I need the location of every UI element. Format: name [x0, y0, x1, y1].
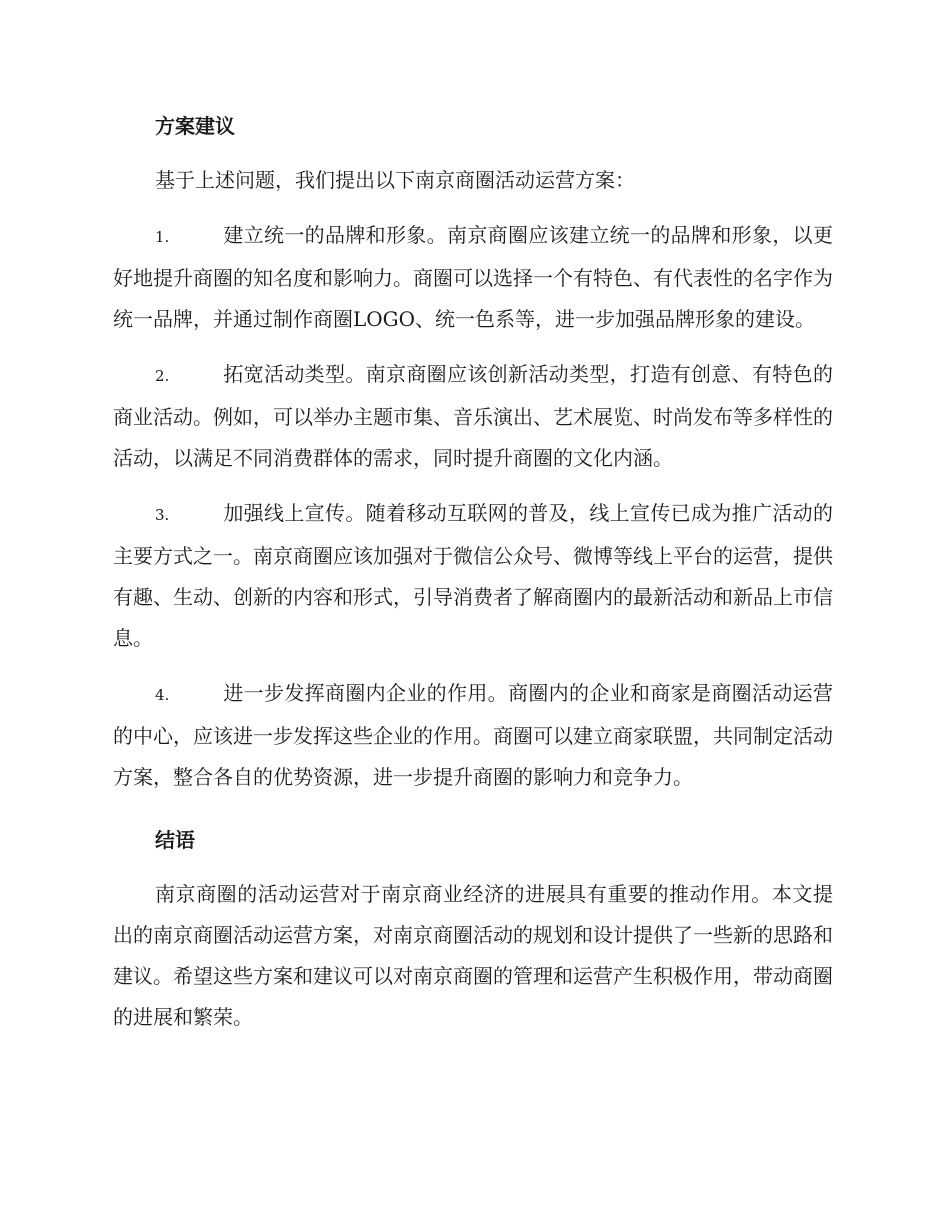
- list-item: [113, 493, 833, 659]
- list-item-text: 拓宽活动类型。南京商圈应该创新活动类型，打造有创意、有特色的商业活动。例如，可以举办主题市集、音乐演出、艺术展览、时尚发布等多样性的活动，以满足不同消费群体的需求，同时提升商圈的文化内涵。: [113, 362, 833, 470]
- section-heading-conclusion: 结语: [155, 828, 195, 852]
- list-item-number: 3.: [155, 506, 170, 524]
- document-page: [113, 106, 833, 1052]
- list-item-text: 建立统一的品牌和形象。南京商圈应该建立统一的品牌和形象，以更好地提升商圈的知名度和影响力。商圈可以选择一个有特色、有代表性的名字作为统一品牌，并通过制作商圈LOGO、统一色系等，进一步加强品牌形象的建设。: [113, 223, 833, 331]
- list-item: [113, 354, 833, 479]
- list-item-text: 进一步发挥商圈内企业的作用。商圈内的企业和商家是商圈活动运营的中心，应该进一步发挥这些企业的作用。商圈可以建立商家联盟，共同制定活动方案，整合各自的优势资源，进一步提升商圈的影响力和竞争力。: [113, 681, 833, 789]
- list-item-number: 4.: [155, 686, 170, 704]
- conclusion-paragraph: 南京商圈的活动运营对于南京商业经济的进展具有重要的推动作用。本文提出的南京商圈活动运营方案，对南京商圈活动的规划和设计提供了一些新的思路和建议。希望这些方案和建议可以对南京商圈的管理和运营产生积极作用，带动商圈的进展和繁荣。: [113, 882, 833, 1029]
- list-item: [113, 673, 833, 798]
- list-item-number: 1.: [155, 228, 170, 246]
- intro-paragraph: 基于上述问题，我们提出以下南京商圈活动运营方案：: [155, 168, 635, 192]
- section-heading-proposals: 方案建议: [155, 114, 235, 138]
- list-item-text: 加强线上宣传。随着移动互联网的普及，线上宣传已成为推广活动的主要方式之一。南京商圈应该加强对于微信公众号、微博等线上平台的运营，提供有趣、生动、创新的内容和形式，引导消费者了解商圈内的最新活动和新品上市信息。: [113, 501, 833, 650]
- list-item-number: 2.: [155, 367, 170, 385]
- list-item: [113, 215, 833, 340]
